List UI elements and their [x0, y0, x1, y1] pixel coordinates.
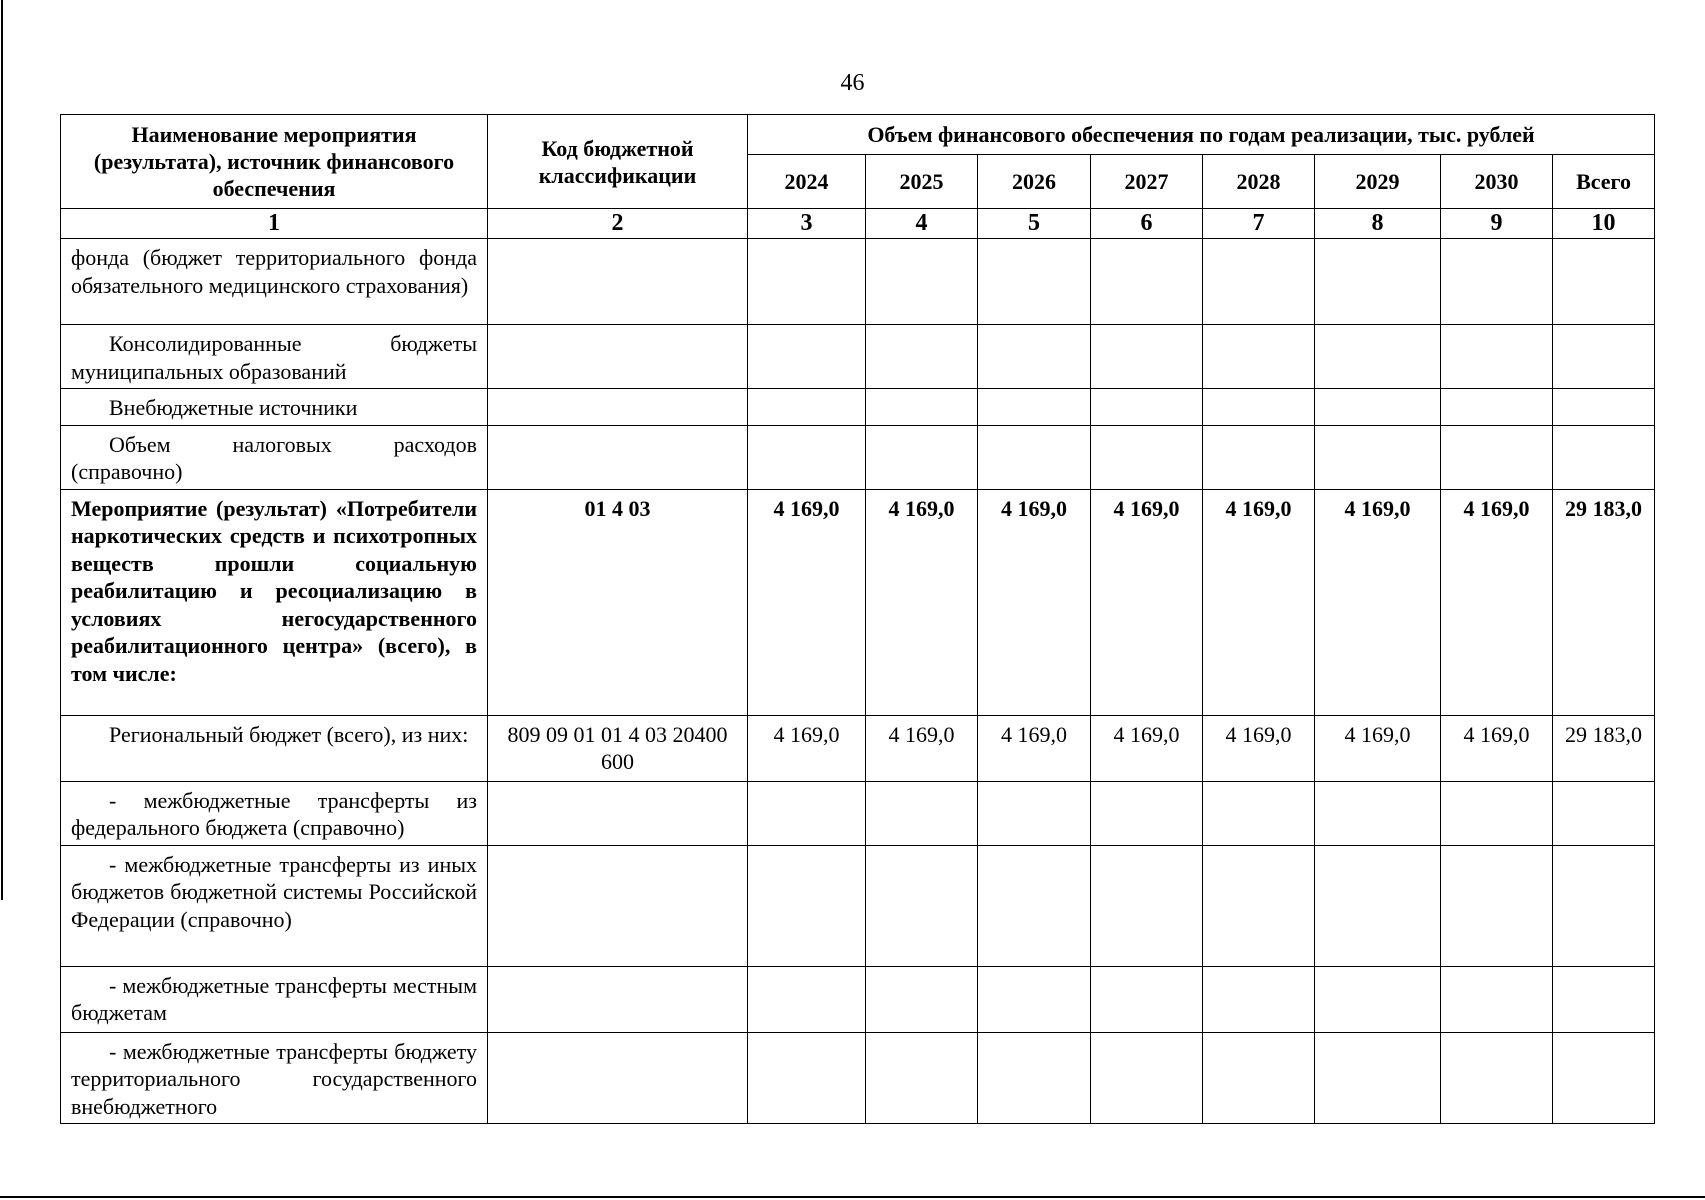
value-cell-2024 [748, 239, 866, 325]
value-cell-2024 [748, 389, 866, 426]
value-cell-total [1553, 966, 1655, 1032]
header-year-2026: 2026 [978, 155, 1091, 209]
header-year-2029: 2029 [1315, 155, 1441, 209]
value-cell-2025 [866, 1032, 978, 1124]
value-cell-2028: 4 169,0 [1203, 715, 1315, 781]
table-row [61, 239, 1655, 325]
value-cell-2030 [1441, 325, 1553, 389]
value-cell-2027 [1091, 425, 1203, 489]
value-cell-2029 [1315, 239, 1441, 325]
value-cell-2024 [748, 1032, 866, 1124]
value-cell-2025 [866, 239, 978, 325]
value-cell-2025 [866, 966, 978, 1032]
value-cell-total [1553, 325, 1655, 389]
row-code-cell [488, 239, 748, 325]
table-row [61, 1032, 1655, 1124]
row-name-cell: Внебюджетные источники [61, 389, 488, 426]
value-cell-2025: 4 169,0 [866, 489, 978, 715]
table-row [61, 966, 1655, 1032]
value-cell-total [1553, 845, 1655, 966]
financing-table [60, 114, 1655, 1124]
value-cell-2029 [1315, 389, 1441, 426]
value-cell-2027 [1091, 1032, 1203, 1124]
value-cell-2028 [1203, 1032, 1315, 1124]
value-cell-2025 [866, 425, 978, 489]
value-cell-2024 [748, 781, 866, 845]
value-cell-2029 [1315, 845, 1441, 966]
table-row [61, 489, 1655, 715]
value-cell-2030 [1441, 966, 1553, 1032]
page-bottom-rule [0, 1196, 1705, 1198]
value-cell-2024: 4 169,0 [748, 715, 866, 781]
value-cell-2030 [1441, 845, 1553, 966]
row-name-cell: - межбюджетные трансферты из федерального бюджета (справочно) [61, 781, 488, 845]
value-cell-2027 [1091, 781, 1203, 845]
table-row [61, 425, 1655, 489]
value-cell-2029 [1315, 425, 1441, 489]
table-row [61, 845, 1655, 966]
value-cell-2029: 4 169,0 [1315, 489, 1441, 715]
table-row [61, 325, 1655, 389]
header-name-cell: Наименование мероприятия (результата), источник финансового обеспечения [61, 115, 488, 209]
value-cell-2026 [978, 239, 1091, 325]
row-name-cell: Региональный бюджет (всего), из них: [61, 715, 488, 781]
row-code-cell [488, 845, 748, 966]
value-cell-total: 29 183,0 [1553, 715, 1655, 781]
value-cell-2028 [1203, 966, 1315, 1032]
header-volume-cell: Объем финансового обеспечения по годам реализации, тыс. рублей [748, 115, 1655, 155]
row-name-cell: Мероприятие (результат) «Потребители наркотических средств и психотропных веществ прошли социальную реабилитацию и ресоциализацию в условиях негосударственного реабилитационного центра» (всего), в том числе: [61, 489, 488, 715]
header-year-2024: 2024 [748, 155, 866, 209]
header-year-2025: 2025 [866, 155, 978, 209]
column-number: 7 [1203, 209, 1315, 239]
value-cell-2026 [978, 325, 1091, 389]
value-cell-2024 [748, 425, 866, 489]
value-cell-total [1553, 389, 1655, 426]
value-cell-2028: 4 169,0 [1203, 489, 1315, 715]
value-cell-2024: 4 169,0 [748, 489, 866, 715]
value-cell-2026 [978, 845, 1091, 966]
value-cell-2025 [866, 781, 978, 845]
value-cell-2029: 4 169,0 [1315, 715, 1441, 781]
value-cell-2025 [866, 325, 978, 389]
value-cell-2026 [978, 966, 1091, 1032]
value-cell-2028 [1203, 389, 1315, 426]
value-cell-total [1553, 425, 1655, 489]
header-code-cell: Код бюджетной классификации [488, 115, 748, 209]
value-cell-2026 [978, 781, 1091, 845]
table-row [61, 389, 1655, 426]
value-cell-2025: 4 169,0 [866, 715, 978, 781]
column-number: 4 [866, 209, 978, 239]
column-number: 2 [488, 209, 748, 239]
row-code-cell: 01 4 03 [488, 489, 748, 715]
row-code-cell [488, 325, 748, 389]
value-cell-2027 [1091, 325, 1203, 389]
value-cell-2028 [1203, 425, 1315, 489]
value-cell-2026: 4 169,0 [978, 489, 1091, 715]
value-cell-2027: 4 169,0 [1091, 715, 1203, 781]
value-cell-2026: 4 169,0 [978, 715, 1091, 781]
value-cell-2025 [866, 845, 978, 966]
header-year-2030: 2030 [1441, 155, 1553, 209]
row-code-cell: 809 09 01 01 4 03 20400 600 [488, 715, 748, 781]
table-row [61, 715, 1655, 781]
value-cell-2024 [748, 845, 866, 966]
value-cell-2028 [1203, 781, 1315, 845]
value-cell-total: 29 183,0 [1553, 489, 1655, 715]
value-cell-2030 [1441, 1032, 1553, 1124]
column-number: 1 [61, 209, 488, 239]
row-name-cell: - межбюджетные трансферты из иных бюджетов бюджетной системы Российской Федерации (справочно) [61, 845, 488, 966]
value-cell-2026 [978, 389, 1091, 426]
row-name-cell: фонда (бюджет территориального фонда обязательного медицинского страхования) [61, 239, 488, 325]
row-code-cell [488, 781, 748, 845]
value-cell-2027 [1091, 239, 1203, 325]
value-cell-2027 [1091, 966, 1203, 1032]
header-year-2027: 2027 [1091, 155, 1203, 209]
value-cell-2029 [1315, 325, 1441, 389]
value-cell-2030 [1441, 425, 1553, 489]
value-cell-2024 [748, 325, 866, 389]
column-number: 6 [1091, 209, 1203, 239]
value-cell-2025 [866, 389, 978, 426]
value-cell-2027 [1091, 845, 1203, 966]
column-number: 3 [748, 209, 866, 239]
row-name-cell: Консолидированные бюджеты муниципальных образований [61, 325, 488, 389]
value-cell-2028 [1203, 239, 1315, 325]
row-name-cell: - межбюджетные трансферты бюджету территориального государственного внебюджетного [61, 1032, 488, 1124]
value-cell-total [1553, 1032, 1655, 1124]
value-cell-2029 [1315, 781, 1441, 845]
column-number: 10 [1553, 209, 1655, 239]
row-code-cell [488, 425, 748, 489]
header-total: Всего [1553, 155, 1655, 209]
value-cell-2030 [1441, 389, 1553, 426]
value-cell-2030: 4 169,0 [1441, 715, 1553, 781]
value-cell-2030: 4 169,0 [1441, 489, 1553, 715]
value-cell-total [1553, 781, 1655, 845]
value-cell-2029 [1315, 966, 1441, 1032]
value-cell-2030 [1441, 239, 1553, 325]
page-number: 46 [840, 70, 865, 96]
value-cell-total [1553, 239, 1655, 325]
column-number: 9 [1441, 209, 1553, 239]
header-year-2028: 2028 [1203, 155, 1315, 209]
value-cell-2024 [748, 966, 866, 1032]
value-cell-2029 [1315, 1032, 1441, 1124]
column-number: 8 [1315, 209, 1441, 239]
row-name-cell: - межбюджетные трансферты местным бюджетам [61, 966, 488, 1032]
value-cell-2027 [1091, 389, 1203, 426]
table-row [61, 781, 1655, 845]
value-cell-2026 [978, 425, 1091, 489]
value-cell-2030 [1441, 781, 1553, 845]
value-cell-2028 [1203, 325, 1315, 389]
row-code-cell [488, 1032, 748, 1124]
value-cell-2027: 4 169,0 [1091, 489, 1203, 715]
value-cell-2028 [1203, 845, 1315, 966]
row-code-cell [488, 966, 748, 1032]
value-cell-2026 [978, 1032, 1091, 1124]
row-code-cell [488, 389, 748, 426]
page-left-rule [1, 0, 3, 900]
row-name-cell: Объем налоговых расходов (справочно) [61, 425, 488, 489]
column-number: 5 [978, 209, 1091, 239]
